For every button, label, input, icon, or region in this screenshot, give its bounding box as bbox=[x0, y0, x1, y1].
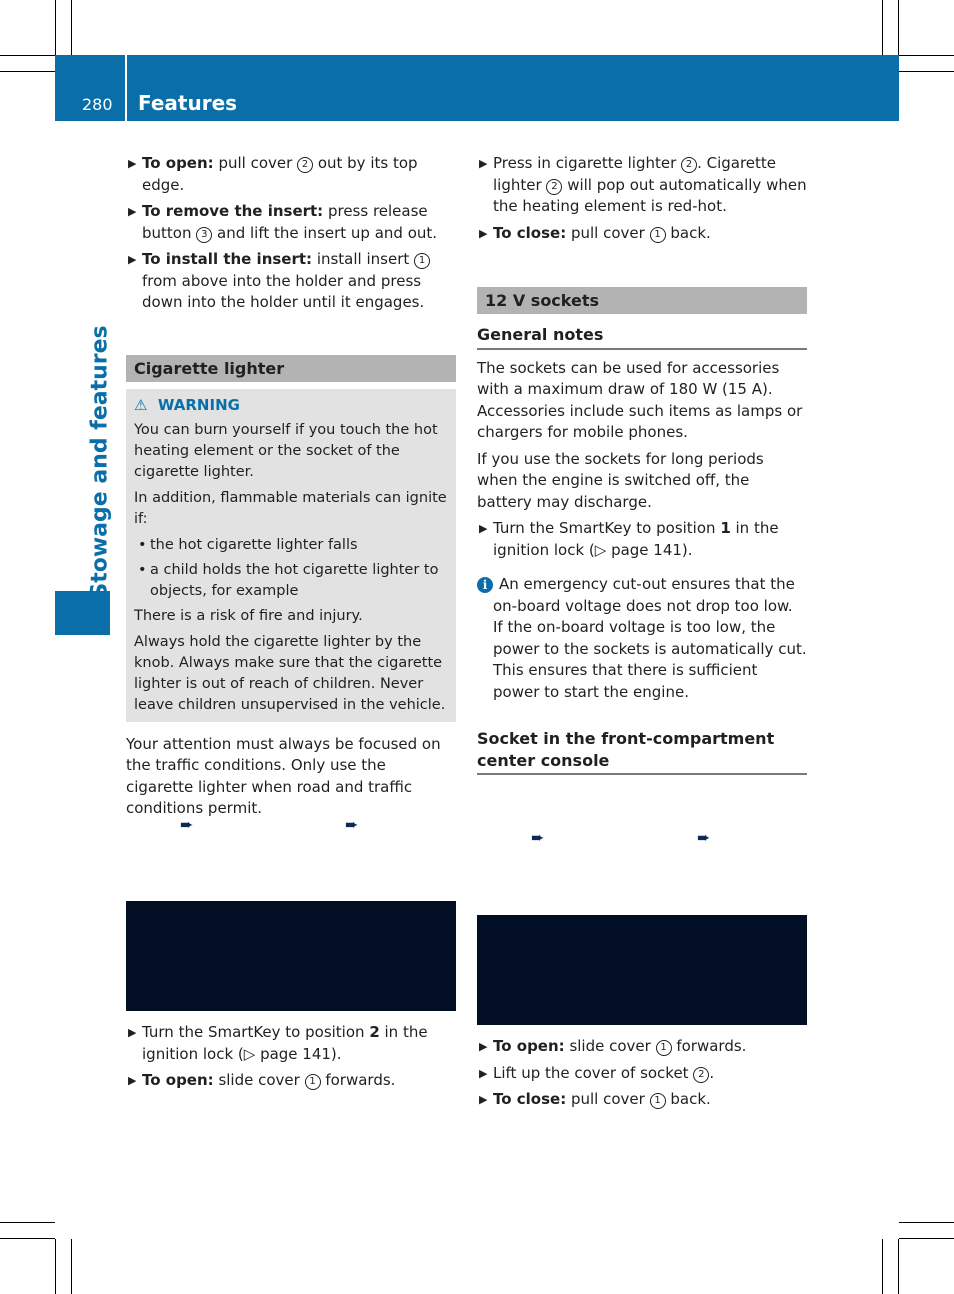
arrow-icon: ➨ bbox=[345, 815, 359, 834]
list-item: • a child holds the hot cigarette lighter to objects, for example bbox=[138, 561, 439, 599]
attention-paragraph: Your attention must always be focused on the traffic conditions. Only use the cigarette lighter when road and traffic conditions permit. bbox=[126, 734, 441, 817]
page-title: Features bbox=[138, 91, 238, 115]
crop-mark bbox=[71, 1239, 72, 1294]
step-item: ▶ To close: pull cover 1 back. bbox=[477, 223, 807, 245]
step-item: ▶ To open: slide cover 1 forwards. bbox=[126, 1070, 456, 1092]
triangle-right-icon: ▶ bbox=[128, 157, 137, 170]
section-heading: 12 V sockets bbox=[477, 287, 807, 314]
crop-mark bbox=[899, 71, 954, 72]
info-note: i An emergency cut-out ensures that the on-board voltage does not drop too low. If the on-board voltage is too low, the power to the sockets is automatically cut. This ensures that there is sufficient power to start the engine. bbox=[477, 574, 807, 703]
crop-mark bbox=[882, 0, 883, 55]
step-item: ▶ To close: pull cover 1 back. bbox=[477, 1089, 807, 1111]
step-item: ▶ Turn the SmartKey to position 2 in the ignition lock (▷ page 141). bbox=[128, 1023, 428, 1063]
crop-mark bbox=[71, 0, 72, 55]
list-item: • the hot cigarette lighter falls bbox=[138, 536, 358, 553]
crop-mark bbox=[899, 1238, 954, 1239]
crop-mark bbox=[0, 1222, 55, 1223]
crop-mark bbox=[0, 71, 55, 72]
crop-mark bbox=[899, 1222, 954, 1223]
triangle-right-icon: ▶ bbox=[479, 1093, 488, 1106]
crop-mark bbox=[899, 55, 954, 56]
page-header bbox=[55, 55, 899, 121]
crop-mark bbox=[0, 1238, 55, 1239]
step-item: ▶ To open: slide cover 1 forwards. bbox=[477, 1036, 807, 1058]
section-heading: Cigarette lighter bbox=[126, 355, 456, 382]
step-item: ▶ To install the insert: install insert 1 from above into the holder and press down into the holder until it engages. bbox=[126, 249, 456, 314]
step-item: ▶ To open: pull cover 2 out by its top edge. bbox=[128, 154, 418, 194]
triangle-right-icon: ▶ bbox=[128, 253, 137, 266]
triangle-right-icon: ▶ bbox=[479, 522, 488, 535]
step-item: ▶ Lift up the cover of socket 2 . bbox=[477, 1063, 807, 1085]
right-column: ▶ Press in cigarette lighter 2 . Cigarette lighter 2 will pop out automatically when the heating element is red-hot. ▶ To close: pull cover 1 back. 12 V sockets General notes The sockets can be used for accessories with a maximum draw of 180 W (15 A). Accessories include such items as lamps or chargers for mobile phones. If you use the sockets for long periods when the engine is switched off, the battery may discharge. ▶ Turn the SmartKey to position 1 in the ignition lock (▷ page 141). i An emergency cut-out ensures that the on-board voltage does not drop too low. If the on-board voltage is too low, the power to the sockets is automatically cut. This ensures that there is sufficient power to start the engine. Socket in the front-compartment center console bbox=[477, 153, 807, 783]
info-icon: i bbox=[477, 577, 493, 593]
step-item: ▶ Turn the SmartKey to position 1 in the ignition lock (▷ page 141). bbox=[479, 519, 779, 559]
triangle-right-icon: ▶ bbox=[128, 205, 137, 218]
subheading: Socket in the front-compartment center console bbox=[477, 728, 807, 775]
warning-box: ⚠ WARNING You can burn yourself if you touch the hot heating element or the socket of the cigarette lighter. In addition, flammable materials can ignite if: • the hot cigarette lighter falls • a child holds the hot cigarette lighter to objects, for example There is a risk of fire and injury. Always hold the cigarette lighter by the knob. Always make sure that the cigarette lighter is out of reach of children. Never leave children unsupervised in the vehicle. bbox=[126, 389, 456, 722]
crop-mark bbox=[898, 0, 899, 55]
crop-mark bbox=[55, 0, 56, 55]
warning-triangle-icon: ⚠ bbox=[134, 395, 148, 414]
page-number: 280 bbox=[82, 95, 113, 114]
step-item: ▶ Press in cigarette lighter 2 . Cigarette lighter 2 will pop out automatically when the heating element is red-hot. bbox=[479, 154, 807, 215]
header-divider bbox=[125, 55, 127, 121]
right-bottom-steps bbox=[477, 1036, 807, 1116]
triangle-right-icon: ▶ bbox=[128, 1026, 137, 1039]
triangle-right-icon: ▶ bbox=[128, 1074, 137, 1087]
arrow-icon: ➨ bbox=[697, 828, 711, 847]
triangle-right-icon: ▶ bbox=[479, 1040, 488, 1053]
triangle-right-icon: ▶ bbox=[479, 157, 488, 170]
side-tab-label: Stowage and features bbox=[87, 325, 113, 599]
left-column bbox=[126, 153, 456, 825]
illustration bbox=[126, 901, 456, 1011]
arrow-icon: ➨ bbox=[180, 815, 194, 834]
left-bottom-steps bbox=[126, 1022, 456, 1097]
crop-mark bbox=[55, 1239, 56, 1294]
crop-mark bbox=[0, 55, 55, 56]
crop-mark bbox=[882, 1239, 883, 1294]
crop-mark bbox=[898, 1239, 899, 1294]
arrow-icon: ➨ bbox=[531, 828, 545, 847]
illustration bbox=[477, 915, 807, 1025]
subheading: General notes bbox=[477, 324, 807, 350]
warning-heading: ⚠ WARNING bbox=[134, 395, 240, 414]
triangle-right-icon: ▶ bbox=[479, 1066, 488, 1080]
triangle-right-icon: ▶ bbox=[479, 226, 488, 240]
step-item: ▶ To remove the insert: press release button 3 and lift the insert up and out. bbox=[128, 202, 438, 242]
